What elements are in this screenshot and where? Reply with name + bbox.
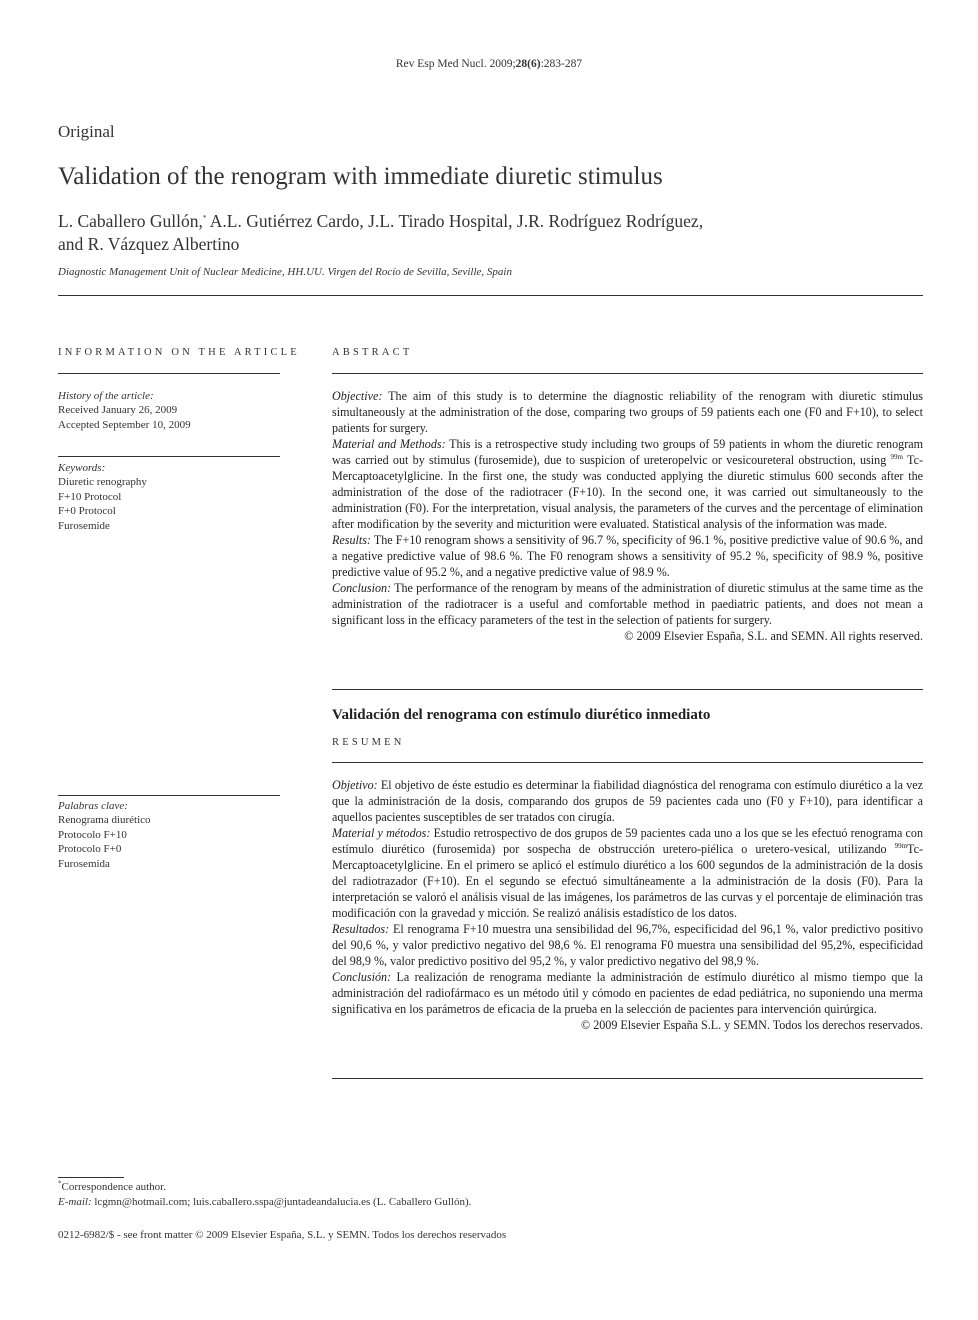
abstract-results: Results: The F+10 renogram shows a sensitivity of 96.7 %, specificity of 96.1 %, positive predictive value of 90.6 %, and a negative predictive value of 98.6 %. The F0 renogram shows a sensitivity of 95.2 %, specificity of 98.9 %, positive predictive value of 95.2 %, and a negative predictive value of 98.9 %.	[332, 533, 923, 579]
accepted-date: Accepted September 10, 2009	[58, 418, 191, 431]
keyword-item: Furosemide	[58, 519, 110, 532]
palabras-label: Palabras clave:	[58, 800, 128, 812]
resumen-metodos: Material y métodos: Estudio retrospectivo de dos grupos de 59 pacientes cada uno a los que se les efectuó renograma con estímulo diurético (furosemida) por sospecha de obstrucción uretero-piélica o uretero-vesical, utilizando $^{99m}$Tc-Mercaptoacetylglicine. En el primero se aplicó el estímulo diurético a los 600 segundos de la administración de la dosis del radiotrazador (F+10). En el segundo se efectuó simultáneamente a la administración de la dosis (F0). Para la interpretación se valoró el análisis visual de las imágenes, los parámetros de las curvas y el porcentaje de eliminación tras modificación con la gravedad y micción. Se realizó análisis estadístico de los datos.	[332, 826, 923, 920]
keywords-label: Keywords:	[58, 462, 106, 474]
resumen-divider	[332, 762, 923, 763]
header-divider	[58, 295, 923, 296]
abstract-end-divider	[332, 689, 923, 690]
resumen-body	[332, 777, 923, 1033]
palabras-block	[58, 799, 151, 871]
abstract-copyright: © 2009 Elsevier España, S.L. and SEMN. All rights reserved.	[624, 629, 923, 643]
info-heading: INFORMATION ON THE ARTICLE	[58, 347, 300, 358]
footnote	[58, 1180, 471, 1210]
palabra-item: Renograma diurético	[58, 814, 151, 827]
article-title: Validation of the renogram with immediate diuretic stimulus	[58, 163, 663, 190]
article-type-label: Original	[58, 122, 115, 141]
resumen-end-divider	[332, 1078, 923, 1079]
abstract-heading: ABSTRACT	[332, 347, 413, 358]
keyword-item: Diuretic renography	[58, 476, 147, 489]
footnote-rule	[58, 1177, 124, 1178]
article-history	[58, 389, 191, 432]
resumen-resultados: Resultados: El renograma F+10 muestra una sensibilidad del 96,7%, especificidad del 96,1 %, valor predictivo positivo del 90,6 %, y valor predictivo negativo del 98,6 %. El renograma F0 muestra una sensibilidad del 95,2%, especificidad del 98,9 %, valor predictivo positivo del 95,2 %, y valor predictivo negativo del 98,9 %.	[332, 922, 923, 968]
keyword-item: F+0 Protocol	[58, 505, 116, 518]
history-label: History of the article:	[58, 390, 154, 402]
journal-reference: Rev Esp Med Nucl. 2009;28(6):283-287	[395, 58, 583, 70]
author-list: L. Caballero Gullón,* A.L. Gutiérrez Cardo, J.L. Tirado Hospital, J.R. Rodríguez Rodríguez, and R. Vázquez Albertino	[58, 211, 704, 254]
abstract-divider	[332, 373, 923, 374]
resumen-objetivo: Objetivo: El objetivo de éste estudio es determinar la fiabilidad diagnóstica del renograma con estímulo diurético a la vez que la administración de la dosis, comparando dos grupos de 59 pacientes cada uno (F0 y F+10), para identificar a aquellos pacientes susceptibles de ser tratados con cirugía.	[332, 778, 923, 824]
abstract-body	[332, 388, 923, 644]
resumen-copyright: © 2009 Elsevier España S.L. y SEMN. Todos los derechos reservados.	[581, 1018, 923, 1032]
palabra-item: Protocolo F+10	[58, 828, 127, 841]
resumen-heading: RESUMEN	[332, 737, 405, 748]
keyword-item: F+10 Protocol	[58, 490, 122, 503]
info-divider	[58, 373, 280, 374]
abstract-objective: Objective: The aim of this study is to determine the diagnostic reliability of the renogram with diuretic stimulus simultaneously at the administration of the dose, comparing two groups of 59 patients each one (F0 and F+10), to select patients for surgery.	[332, 389, 923, 435]
abstract-methods: Material and Methods: This is a retrospective study including two groups of 59 patients in whom the diuretic renogram was carried out by stimulus (furosemide), due to suspicion of ureteropelvic or vesicoureteral obstruction, using $^{99m}$ Tc-Mercaptoacetylglicine. In the first one, the study was conducted applying the diuretic stimulus 600 seconds after the administration of the dose of the radiotracer (F+10). In the second one, it was carried out simultaneously to the administration (F0). For the interpretation, visual analysis, the parameters of the curves and the percentage of elimination after modification by the severity and micturition were evaluated. Statistical analysis of the information was made.	[332, 437, 923, 531]
abstract-conclusion: Conclusion: The performance of the renogram by means of the administration of diuretic stimulus at the same time as the administration of the radiotracer is a useful and comfortable method in paediatric patients, and does not mean a significant loss in the efficacy parameters of the test in the selection of patients for surgery.	[332, 581, 923, 627]
received-date: Received January 26, 2009	[58, 404, 178, 417]
keywords-block	[58, 461, 147, 533]
resumen-conclusion: Conclusión: La realización de renograma mediante la administración de estímulo diurético al mismo tiempo que la administración del radiofármaco es un método útil y cómodo en pacientes de edad pediátrica, no suponiendo una merma significativa en los parámetros de eficacia de la prueba en la selección de pacientes para intervención quirúrgica.	[332, 970, 923, 1016]
front-matter: 0212-6982/$ - see front matter © 2009 Elsevier España, S.L. y SEMN. Todos los derechos reservados	[58, 1229, 507, 1241]
keywords-divider	[58, 456, 280, 457]
email-note: E-mail: lcgmn@hotmail.com; luis.caballero.sspa@juntadeandalucia.es (L. Caballero Gullón).	[58, 1196, 472, 1208]
palabra-item: Furosemida	[58, 857, 110, 870]
palabras-divider	[58, 795, 280, 796]
spanish-title: Validación del renograma con estímulo diurético inmediato	[332, 707, 711, 723]
correspondence-note: *Correspondence author.	[58, 1179, 166, 1193]
affiliation: Diagnostic Management Unit of Nuclear Medicine, HH.UU. Virgen del Rocío de Sevilla, Seville, Spain	[58, 266, 512, 278]
palabra-item: Protocolo F+0	[58, 843, 122, 856]
